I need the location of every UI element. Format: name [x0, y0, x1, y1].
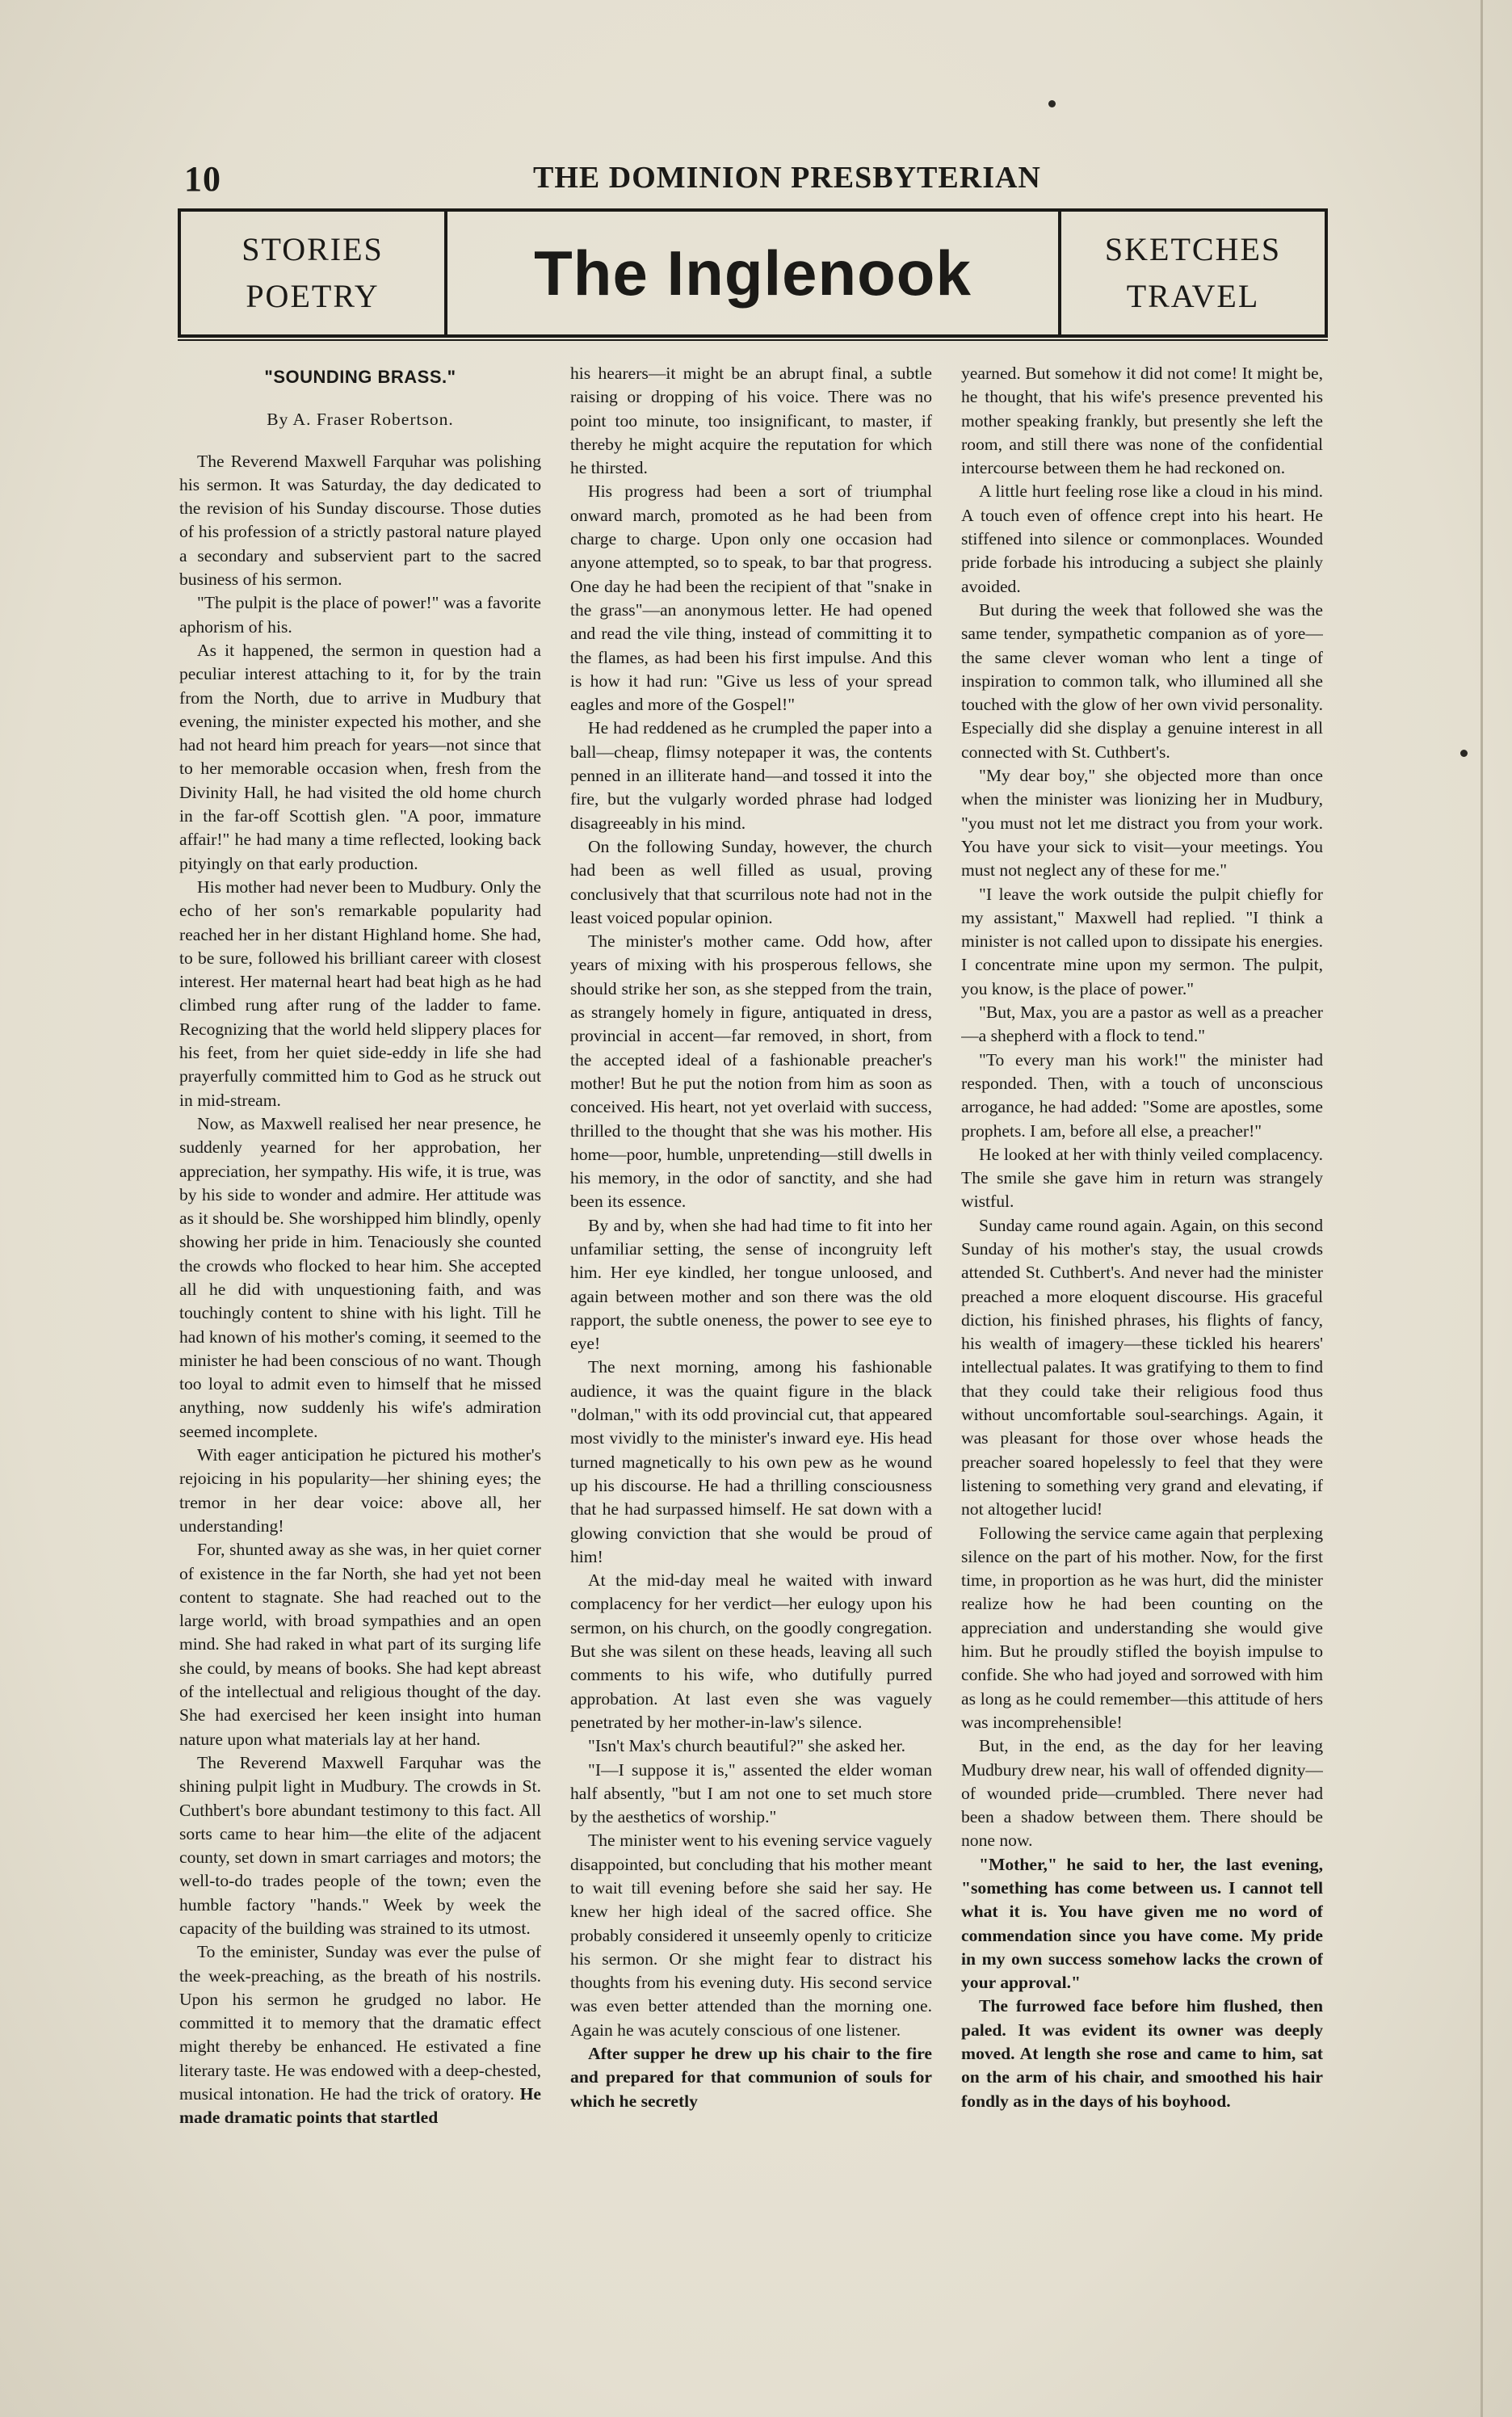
- paragraph: The Reverend Maxwell Farquhar was the shining pulpit light in Mudbury. The crowds in St. Cuthbert's bore abundant testimony to this fact. All sorts came to hear him—the elite of the adjacent county, set down in smart carriages and motors; the well-to-do trades people of the town; even the humble factory "hands." Week by week the capacity of the building was strained to its utmost.: [179, 1752, 541, 1938]
- banner-left-panel: [181, 212, 447, 334]
- paragraph: "But, Max, you are a pastor as well as a preacher—a shepherd with a flock to tend.": [961, 1003, 1323, 1046]
- paragraph: After supper he drew up his chair to the fire and prepared for that communion of souls for which he secretly: [570, 2044, 932, 2111]
- paragraph: He had reddened as he crumpled the paper into a ball—cheap, flimsy notepaper it was, the contents penned in an illiterate hand—and tossed it into the fire, but the vulgarly worded phrase had lodged disagreeably in his mind.: [570, 718, 932, 833]
- paragraph: The minister went to his evening service vaguely disappointed, but concluding that his mother meant to wait till evening before she said her say. He knew her high ideal of the sacred office. She probably considered it unseemly openly to criticize his sermon. Or she might fear to distract his thoughts from his evening duty. His second service was even better attended than the morning one. Again he was acutely conscious of one listener.: [570, 1831, 932, 2040]
- paragraph: For, shunted away as she was, in her quiet corner of existence in the far North, she had yet not been content to stagnate. She had reached out to the large world, with broad sympathies and an open mind. She had raked in what part of its surging life she could, by means of books. She had kept abreast of the intellectual and religious thought of the day. She had exercised her keen insight into human nature upon what materials lay at her hand.: [179, 1540, 541, 1749]
- paragraph: "Isn't Max's church beautiful?" she asked her.: [588, 1736, 905, 1756]
- paragraph: Now, as Maxwell realised her near presence, he suddenly yearned for her approbation, her appreciation, her sympathy. His wife, it is true, was by his side to wonder and admire. Her attitude was as it should be. She worshipped him blindly, openly showing her pride in him. Tenaciously she counted the crowds who flocked to hear him. She accepted all he did with unquestioning faith, and was touchingly content to shine with his light. Till he had known of his mother's coming, it seemed to the minister he had been conscious of no want. Though too loyal to admit even to himself that he missed anything, now suddenly his wife's admiration seemed incomplete.: [179, 1113, 541, 1441]
- paragraph: By and by, when she had had time to fit into her unfamiliar setting, the sense of incongruity left him. Her eye kindled, her tongue unloosed, and again between mother and son there was the old rapport, the subtle oneness, the power to see eye to eye!: [570, 1215, 932, 1354]
- paragraph: But during the week that followed she was the same tender, sympathetic companion as of yore—the same clever woman who lent a tinge of inspiration to common talk, who illumined all she touched with the glow of her own vivid personality. Especially did she display a genuine interest in all connected with St. Cuthbert's.: [961, 599, 1323, 762]
- section-title: The Inglenook: [534, 237, 972, 309]
- print-speck: [1460, 750, 1468, 757]
- section-banner: [178, 208, 1328, 338]
- paragraph: With eager anticipation he pictured his mother's rejoicing in his popularity—her shining eyes; the tremor in her dear voice: above all, her understanding!: [179, 1445, 541, 1536]
- paragraph: his hearers—it might be an abrupt final, a subtle raising or dropping of his voice. There was no point too minute, too insignificant, to master, if thereby he might acquire the reputation for which he thirsted.: [570, 364, 932, 478]
- page-edge-shadow: [1480, 0, 1483, 2417]
- paragraph: He looked at her with thinly veiled complacency. The smile she gave him in return was strangely wistful.: [961, 1144, 1323, 1212]
- publication-title: THE DOMINION PRESBYTERIAN: [533, 161, 1041, 195]
- article-byline: By A. Fraser Robertson.: [267, 410, 454, 430]
- paragraph-text: To the eminister, Sunday was ever the pulse of the week-preaching, as the breath of his nostrils. Upon his sermon he grudged no labor. He committed it to memory that the dramatic effect might thereby be enhanced. He estivated a fine literary taste. He was endowed with a deep-chested, musical intonation. He had the trick of oratory.: [179, 1942, 541, 2104]
- banner-label-travel: TRAVEL: [1126, 278, 1260, 314]
- paragraph: At the mid-day meal he waited with inward complacency for her verdict—her eulogy upon his sermon, on his church, on the goodly congregation. But she was silent on these heads, leaving all such comments to his wife, who dutifully purred approbation. At last even she was vaguely penetrated by her mother-in-law's silence.: [570, 1570, 932, 1732]
- paragraph: Following the service came again that perplexing silence on the part of his mother. Now, for the first time, in proportion as he was hurt, did the minister realize how he had been counting on the appreciation and understanding she would give him. But he proudly stifled the boyish impulse to confide. She who had joyed and sorrowed with him as long as he could remember—this attitude of hers was incomprehensible!: [961, 1523, 1323, 1732]
- column-1: [179, 362, 541, 2313]
- paragraph: [179, 1940, 541, 2129]
- print-speck: [1048, 100, 1056, 107]
- column-2: [570, 362, 932, 2313]
- paragraph: On the following Sunday, however, the church had been as well filled as usual, proving conclusively that that scurrilous note had not in the least voiced popular opinion.: [570, 836, 932, 927]
- column-3: [961, 362, 1323, 2313]
- paragraph: The furrowed face before him flushed, then paled. It was evident its owner was deeply moved. At length she rose and came to him, sat on the arm of his chair, and smoothed his hair fondly as in the days of his boyhood.: [961, 1996, 1323, 2111]
- paragraph: The Reverend Maxwell Farquhar was polishing his sermon. It was Saturday, the day dedicated to the revision of his Sunday discourse. Those duties of his profession of a strictly pastoral nature played a secondary and subservient part to the sacred business of his sermon.: [179, 451, 541, 590]
- paragraph: A little hurt feeling rose like a cloud in his mind. A touch even of offence crept into his heart. He stiffened into silence or commonplaces. Wounded pride forbade his introducing a subject she plainly avoided.: [961, 481, 1323, 596]
- paragraph: But, in the end, as the day for her leaving Mudbury drew near, his wall of offended dignity—of wounded pride—crumbled. There never had been a shadow between them. There should be none now.: [961, 1736, 1323, 1851]
- paragraph: As it happened, the sermon in question had a peculiar interest attaching to it, for by the train from the North, due to arrive in Mudbury that evening, the minister expected his mother, and she had not heard him preach for years—not since that to her memorable occasion when, fresh from the Divinity Hall, he had visited the old home church in the far-off Scottish glen. "A poor, immature affair!" he had many a time reflected, looking back pityingly on that early production.: [179, 640, 541, 873]
- paragraph: The minister's mother came. Odd how, after years of mixing with his prosperous fellows, she should strike her son, as she stepped from the train, as strangely homely in figure, antiquated in dress, provincial in accent—far removed, in short, from the accepted ideal of a fashionable preacher's mother! But he put the notion from him as soon as conceived. His heart, not yet overlaid with success, thrilled to the thought that she was his mother. His home—poor, humble, unpretending—still dwells in his memory, in the odor of sanctity, and she had been its essence.: [570, 931, 932, 1212]
- banner-right-panel: [1058, 212, 1325, 334]
- paragraph: Sunday came round again. Again, on this second Sunday of his mother's stay, the usual crowds attended St. Cuthbert's. And never had the minister preached a more eloquent discourse. His graceful diction, his finished phrases, his flights of fancy, his wealth of imagery—these tickled his hearers' intellectual palates. It was gratifying to them to find that they could take their religious food thus without uncomfortable soul-searchings. Again, it was pleasant for those over whose heads the preacher soared hopelessly to feel that they were listening to something very grand and elevating, if not altogether lucid!: [961, 1215, 1323, 1520]
- paragraph: His mother had never been to Mudbury. Only the echo of her son's remarkable popularity had reached her in her distant Highland home. She had, to be sure, followed his brilliant career with closest interest. Her maternal heart had beat high as he had climbed rung after rung of the ladder to fame. Recognizing that the world held slippery places for his feet, from her quiet side-eddy in life she had prayerfully committed him to God as he struck out in mid-stream.: [179, 876, 541, 1110]
- paragraph: "Mother," he said to her, the last evening, "something has come between us. I cannot tell what it is. You have given me no word of commendation since you have come. My pride in my own success somehow lacks the crown of your approval.": [961, 1854, 1323, 1993]
- paragraph: The next morning, among his fashionable audience, it was the quaint figure in the black "dolman," with its odd provincial cut, that appeared most vividly to the minister's inward eye. His head turned magnetically to his own pew as he wound up his discourse. He had a thrilling consciousness that he had surpassed himself. He sat down with a glowing conviction that she would be proud of him!: [570, 1357, 932, 1566]
- banner-rule: [178, 339, 1328, 341]
- paragraph: His progress had been a sort of triumphal onward march, promoted as he had been from charge to charge. Upon only one occasion had anyone attempted, so to speak, to bar that progress. One day he had been the recipient of that "snake in the grass"—an anonymous letter. He had opened and read the vile thing, instead of committing it to the flames, as had been his first impulse. And this is how it had run: "Give us less of your spread eagles and more of the Gospel!": [570, 481, 932, 715]
- paragraph: yearned. But somehow it did not come! It might be, he thought, that his wife's presence prevented his mother speaking frankly, but presently she left the room, and still there was none of the confidential intercourse between them he had reckoned on.: [961, 364, 1323, 478]
- paragraph: "The pulpit is the place of power!" was a favorite aphorism of his.: [179, 593, 541, 637]
- banner-label-poetry: POETRY: [246, 278, 380, 314]
- paragraph: "I—I suppose it is," assented the elder woman half absently, "but I am not one to set much store by the aesthetics of worship.": [570, 1759, 932, 1827]
- page-number: 10: [184, 159, 221, 199]
- article-title: "SOUNDING BRASS.": [264, 367, 456, 387]
- article-columns: [179, 362, 1325, 2313]
- bold-run: He made dramatic points that startled: [179, 2084, 541, 2128]
- paragraph: "My dear boy," she objected more than once when the minister was lionizing her in Mudbury, "you must not let me distract you from your work. You have your sick to visit—your meetings. You must not neglect any of these for me.": [961, 766, 1323, 881]
- banner-label-stories: STORIES: [242, 231, 384, 267]
- banner-label-sketches: SKETCHES: [1104, 231, 1282, 267]
- paragraph: "I leave the work outside the pulpit chiefly for my assistant," Maxwell had replied. "I think a minister is not called upon to dissipate his energies. I concentrate mine upon my sermon. The pulpit, you know, is the place of power.": [961, 884, 1323, 998]
- paragraph: "To every man his work!" the minister had responded. Then, with a touch of unconscious arrogance, he had added: "Some are apostles, some prophets. I am, before all else, a preacher!": [961, 1049, 1323, 1141]
